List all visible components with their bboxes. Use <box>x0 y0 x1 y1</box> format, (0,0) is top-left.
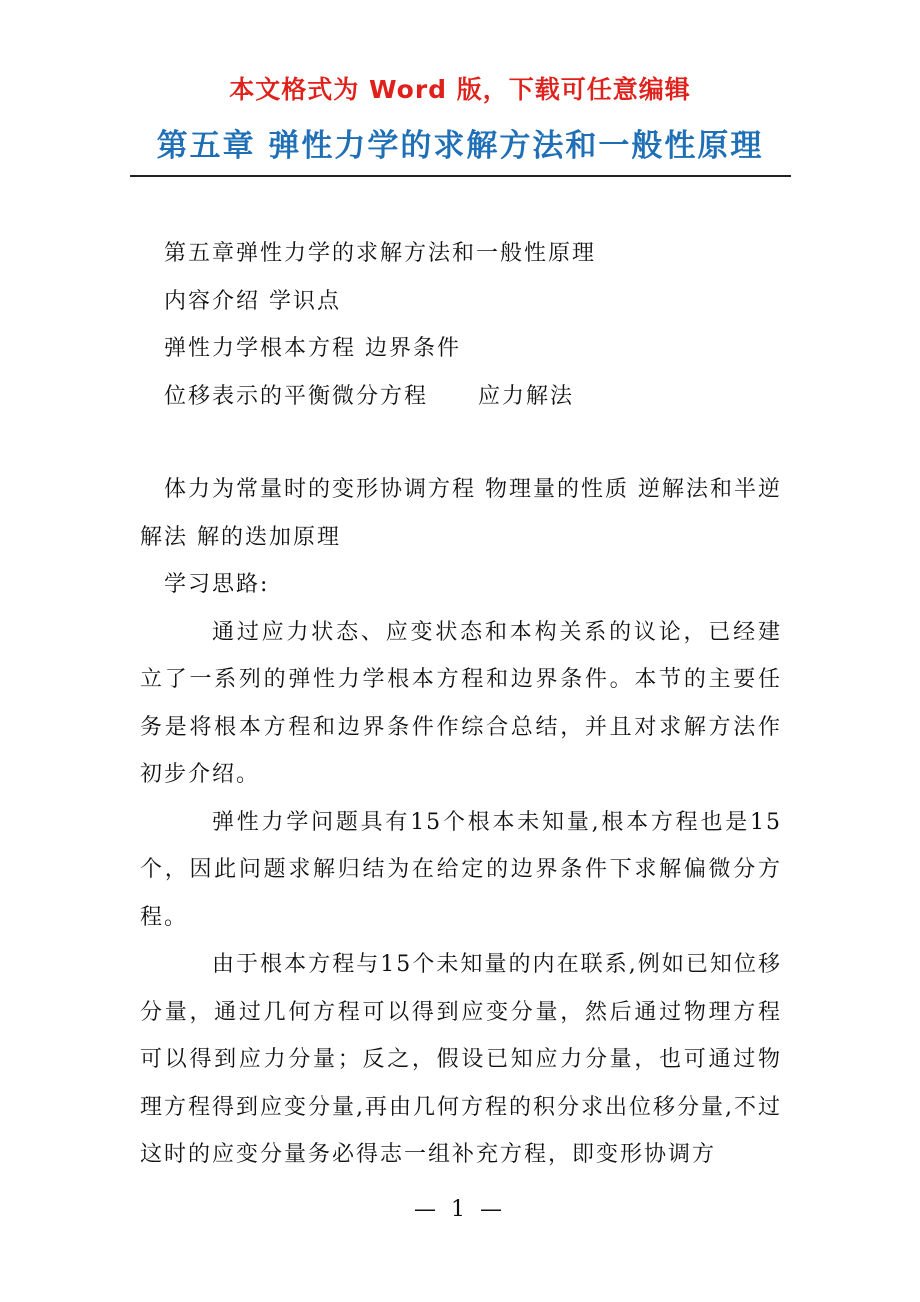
format-notice: 本文格式为 Word 版，下载可任意编辑 <box>229 75 691 104</box>
topics-paragraph: 体力为常量时的变形协调方程 物理量的性质 逆解法和半逆解法 解的迭加原理 <box>140 477 782 550</box>
study-approach-label: 学习思路: <box>164 572 270 597</box>
relations-paragraph: 由于根本方程与15个未知量的内在联系,例如已知位移分量，通过几何方程可以得到应变分量，然后通过物理方程可以得到应力分量；反之，假设已知应力分量，也可通过物理方程得到应变分量,再由几何方程的积分求出位移分量,不过这时的应变分量务必得志一组补充方程，即变形协调方 <box>140 952 782 1167</box>
title-divider <box>130 175 791 177</box>
document-body <box>140 230 782 1179</box>
document-title: 第五章 弹性力学的求解方法和一般性原理 <box>156 128 764 164</box>
chapter-heading-line: 第五章弹性力学的求解方法和一般性原理 <box>164 241 597 266</box>
methods-line <box>140 373 782 421</box>
stress-method-text: 应力解法 <box>478 383 575 409</box>
content-intro-line: 内容介绍 学识点 <box>164 288 341 314</box>
intro-paragraph: 通过应力状态、应变状态和本构关系的议论，已经建立了一系列的弹性力学根本方程和边界条件。本节的主要任务是将根本方程和边界条件作综合总结，并且对求解方法作初步介绍。 <box>140 619 782 787</box>
spacer <box>140 420 782 466</box>
unknowns-paragraph: 弹性力学问题具有15个根本未知量,根本方程也是15个，因此问题求解归结为在给定的边界条件下求解偏微分方程。 <box>140 809 782 930</box>
basic-equations-line: 弹性力学根本方程 边界条件 <box>164 336 461 361</box>
page-number: — 1 — <box>414 1197 506 1222</box>
displacement-method-text: 位移表示的平衡微分方程 <box>164 383 429 409</box>
